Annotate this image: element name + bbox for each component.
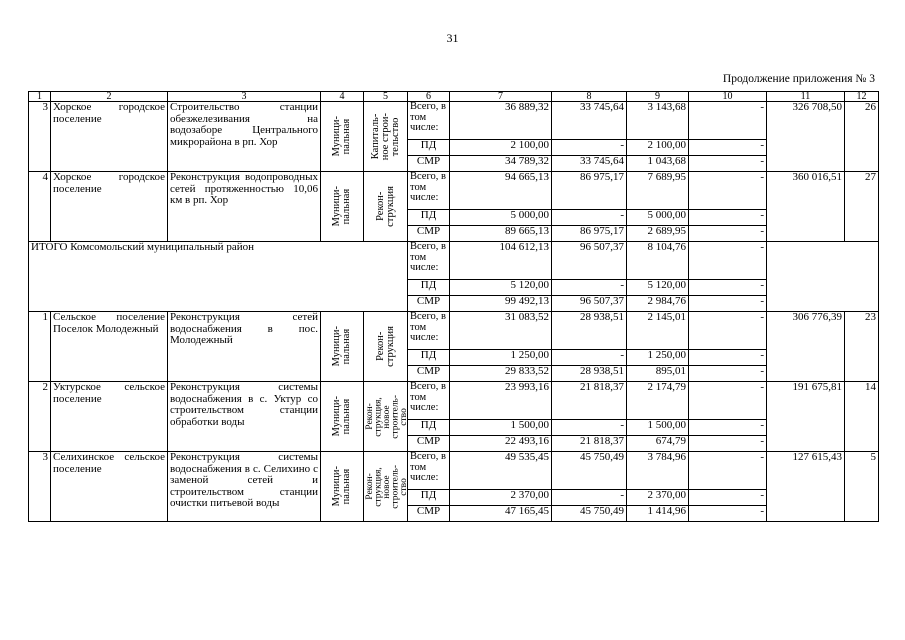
- line-label: СМР: [408, 436, 450, 452]
- line-label: ПД: [408, 350, 450, 366]
- rank-cell: 5: [845, 452, 879, 522]
- ownership-text: Муници- пальная: [331, 466, 352, 507]
- work-type-text: Рекон- струкция, новое строитель- ство: [365, 464, 409, 509]
- value-cell: 89 665,13: [450, 226, 552, 242]
- value-cell: 2 689,95: [627, 226, 689, 242]
- work-type-cell: [364, 452, 408, 522]
- value-cell: 31 083,52: [450, 312, 552, 350]
- ownership-text: Муници- пальная: [331, 186, 352, 227]
- value-cell: -: [689, 210, 767, 226]
- ownership-cell: [321, 312, 364, 382]
- settlement-name: Хорское городское поселение: [51, 102, 168, 172]
- settlement-name: Уктурское сельское поселение: [51, 382, 168, 452]
- table-row: [29, 102, 879, 140]
- row-number: 4: [29, 172, 51, 242]
- object-name: Реконструкция системы водоснабжения в с. Селихино с заменой сетей и строительством станции очистки питьевой воды: [168, 452, 321, 522]
- object-name: Строительство станции обезжелезивания на водозаборе Центрального микрорайона в рп. Хор: [168, 102, 321, 172]
- rank-cell: 14: [845, 382, 879, 452]
- value-cell: -: [689, 156, 767, 172]
- line-label: СМР: [408, 226, 450, 242]
- value-cell: 47 165,45: [450, 506, 552, 522]
- value-cell: 5 000,00: [450, 210, 552, 226]
- rank-cell: 27: [845, 172, 879, 242]
- value-cell: 33 745,64: [552, 156, 627, 172]
- value-cell: -: [689, 172, 767, 210]
- line-label: СМР: [408, 156, 450, 172]
- ownership-cell: [321, 172, 364, 242]
- value-cell: 2 370,00: [450, 490, 552, 506]
- value-cell: -: [689, 242, 767, 280]
- object-name: Реконструкция системы водоснабжения в с. Уктур со строительством станции обработки воды: [168, 382, 321, 452]
- header-cell: 5: [364, 92, 408, 102]
- value-cell: 96 507,37: [552, 242, 627, 280]
- work-type-cell: [364, 312, 408, 382]
- header-cell: 4: [321, 92, 364, 102]
- header-cell: 10: [689, 92, 767, 102]
- line-label: СМР: [408, 366, 450, 382]
- value-cell: 23 993,16: [450, 382, 552, 420]
- investment-table: [28, 91, 879, 522]
- value-cell: 45 750,49: [552, 506, 627, 522]
- work-type-text: Капиталь- ное строи- тельство: [369, 112, 401, 161]
- total-blank-right: [767, 242, 879, 312]
- total-label: ИТОГО Комсомольский муниципальный район: [29, 242, 321, 312]
- value-cell: -: [689, 490, 767, 506]
- cost-cell: 326 708,50: [767, 102, 845, 172]
- header-cell: 8: [552, 92, 627, 102]
- value-cell: -: [552, 490, 627, 506]
- value-cell: 895,01: [627, 366, 689, 382]
- value-cell: 36 889,32: [450, 102, 552, 140]
- table-row: [29, 452, 879, 490]
- row-number: 3: [29, 452, 51, 522]
- value-cell: 8 104,76: [627, 242, 689, 280]
- line-label: ПД: [408, 210, 450, 226]
- value-cell: 86 975,17: [552, 226, 627, 242]
- line-label: ПД: [408, 140, 450, 156]
- line-label: Всего, в том числе:: [408, 242, 450, 280]
- value-cell: 1 414,96: [627, 506, 689, 522]
- value-cell: 21 818,37: [552, 382, 627, 420]
- header-cell: 11: [767, 92, 845, 102]
- line-label: ПД: [408, 490, 450, 506]
- table-row: [29, 172, 879, 210]
- value-cell: -: [689, 452, 767, 490]
- header-cell: 3: [168, 92, 321, 102]
- value-cell: -: [689, 296, 767, 312]
- ownership-text: Муници- пальная: [331, 116, 352, 157]
- value-cell: 2 100,00: [627, 140, 689, 156]
- value-cell: -: [689, 382, 767, 420]
- rank-cell: 26: [845, 102, 879, 172]
- cost-cell: 360 016,51: [767, 172, 845, 242]
- value-cell: 99 492,13: [450, 296, 552, 312]
- line-label: СМР: [408, 296, 450, 312]
- work-type-text: Рекон- струкция, новое строитель- ство: [365, 394, 409, 439]
- value-cell: 5 120,00: [450, 280, 552, 296]
- value-cell: 3 784,96: [627, 452, 689, 490]
- work-type-text: Рекон- струкция: [374, 326, 396, 367]
- value-cell: 5 000,00: [627, 210, 689, 226]
- value-cell: 1 500,00: [627, 420, 689, 436]
- value-cell: 94 665,13: [450, 172, 552, 210]
- header-row: [29, 92, 879, 102]
- page-number: 31: [446, 31, 459, 45]
- value-cell: -: [689, 506, 767, 522]
- value-cell: 2 100,00: [450, 140, 552, 156]
- value-cell: -: [552, 140, 627, 156]
- cost-cell: 191 675,81: [767, 382, 845, 452]
- line-label: Всего, в том числе:: [408, 102, 450, 140]
- total-row: [29, 242, 879, 280]
- value-cell: 45 750,49: [552, 452, 627, 490]
- header-cell: 9: [627, 92, 689, 102]
- value-cell: 1 250,00: [627, 350, 689, 366]
- cost-cell: 127 615,43: [767, 452, 845, 522]
- value-cell: -: [689, 420, 767, 436]
- header-cell: 1: [29, 92, 51, 102]
- ownership-text: Муници- пальная: [331, 326, 352, 367]
- value-cell: 49 535,45: [450, 452, 552, 490]
- continuation-caption: Продолжение приложения № 3: [722, 73, 875, 85]
- value-cell: -: [689, 102, 767, 140]
- header-cell: 6: [408, 92, 450, 102]
- cost-cell: 306 776,39: [767, 312, 845, 382]
- total-blank: [321, 242, 408, 312]
- row-number: 2: [29, 382, 51, 452]
- value-cell: 3 143,68: [627, 102, 689, 140]
- header-cell: 7: [450, 92, 552, 102]
- work-type-cell: [364, 382, 408, 452]
- ownership-cell: [321, 382, 364, 452]
- value-cell: -: [689, 280, 767, 296]
- value-cell: 2 174,79: [627, 382, 689, 420]
- value-cell: -: [552, 420, 627, 436]
- value-cell: 34 789,32: [450, 156, 552, 172]
- value-cell: 1 500,00: [450, 420, 552, 436]
- rank-cell: 23: [845, 312, 879, 382]
- value-cell: -: [689, 366, 767, 382]
- line-label: ПД: [408, 420, 450, 436]
- value-cell: -: [689, 140, 767, 156]
- ownership-cell: [321, 452, 364, 522]
- value-cell: -: [552, 280, 627, 296]
- value-cell: -: [689, 350, 767, 366]
- settlement-name: Хорское городское поселение: [51, 172, 168, 242]
- value-cell: 2 145,01: [627, 312, 689, 350]
- value-cell: 2 984,76: [627, 296, 689, 312]
- table-row: [29, 312, 879, 350]
- object-name: Реконструкция водопроводных сетей протяженностью 10,06 км в рп. Хор: [168, 172, 321, 242]
- line-label: ПД: [408, 280, 450, 296]
- value-cell: 674,79: [627, 436, 689, 452]
- value-cell: -: [552, 210, 627, 226]
- value-cell: 28 938,51: [552, 312, 627, 350]
- value-cell: 1 043,68: [627, 156, 689, 172]
- value-cell: 86 975,17: [552, 172, 627, 210]
- value-cell: -: [689, 436, 767, 452]
- work-type-cell: [364, 102, 408, 172]
- line-label: Всего, в том числе:: [408, 172, 450, 210]
- work-type-cell: [364, 172, 408, 242]
- header-cell: 12: [845, 92, 879, 102]
- object-name: Реконструкция сетей водоснабжения в пос. Молодежный: [168, 312, 321, 382]
- line-label: Всего, в том числе:: [408, 312, 450, 350]
- value-cell: -: [689, 226, 767, 242]
- value-cell: -: [689, 312, 767, 350]
- value-cell: 22 493,16: [450, 436, 552, 452]
- ownership-cell: [321, 102, 364, 172]
- ownership-text: Муници- пальная: [331, 396, 352, 437]
- table-row: [29, 382, 879, 420]
- value-cell: 5 120,00: [627, 280, 689, 296]
- value-cell: 21 818,37: [552, 436, 627, 452]
- settlement-name: Сельское поселение Поселок Молодежный: [51, 312, 168, 382]
- value-cell: 2 370,00: [627, 490, 689, 506]
- value-cell: 96 507,37: [552, 296, 627, 312]
- value-cell: 28 938,51: [552, 366, 627, 382]
- value-cell: 1 250,00: [450, 350, 552, 366]
- value-cell: 7 689,95: [627, 172, 689, 210]
- line-label: Всего, в том числе:: [408, 452, 450, 490]
- value-cell: 104 612,13: [450, 242, 552, 280]
- value-cell: 33 745,64: [552, 102, 627, 140]
- value-cell: 29 833,52: [450, 366, 552, 382]
- settlement-name: Селихинское сельское поселение: [51, 452, 168, 522]
- work-type-text: Рекон- струкция: [374, 186, 396, 227]
- row-number: 3: [29, 102, 51, 172]
- row-number: 1: [29, 312, 51, 382]
- value-cell: -: [552, 350, 627, 366]
- line-label: Всего, в том числе:: [408, 382, 450, 420]
- line-label: СМР: [408, 506, 450, 522]
- header-cell: 2: [51, 92, 168, 102]
